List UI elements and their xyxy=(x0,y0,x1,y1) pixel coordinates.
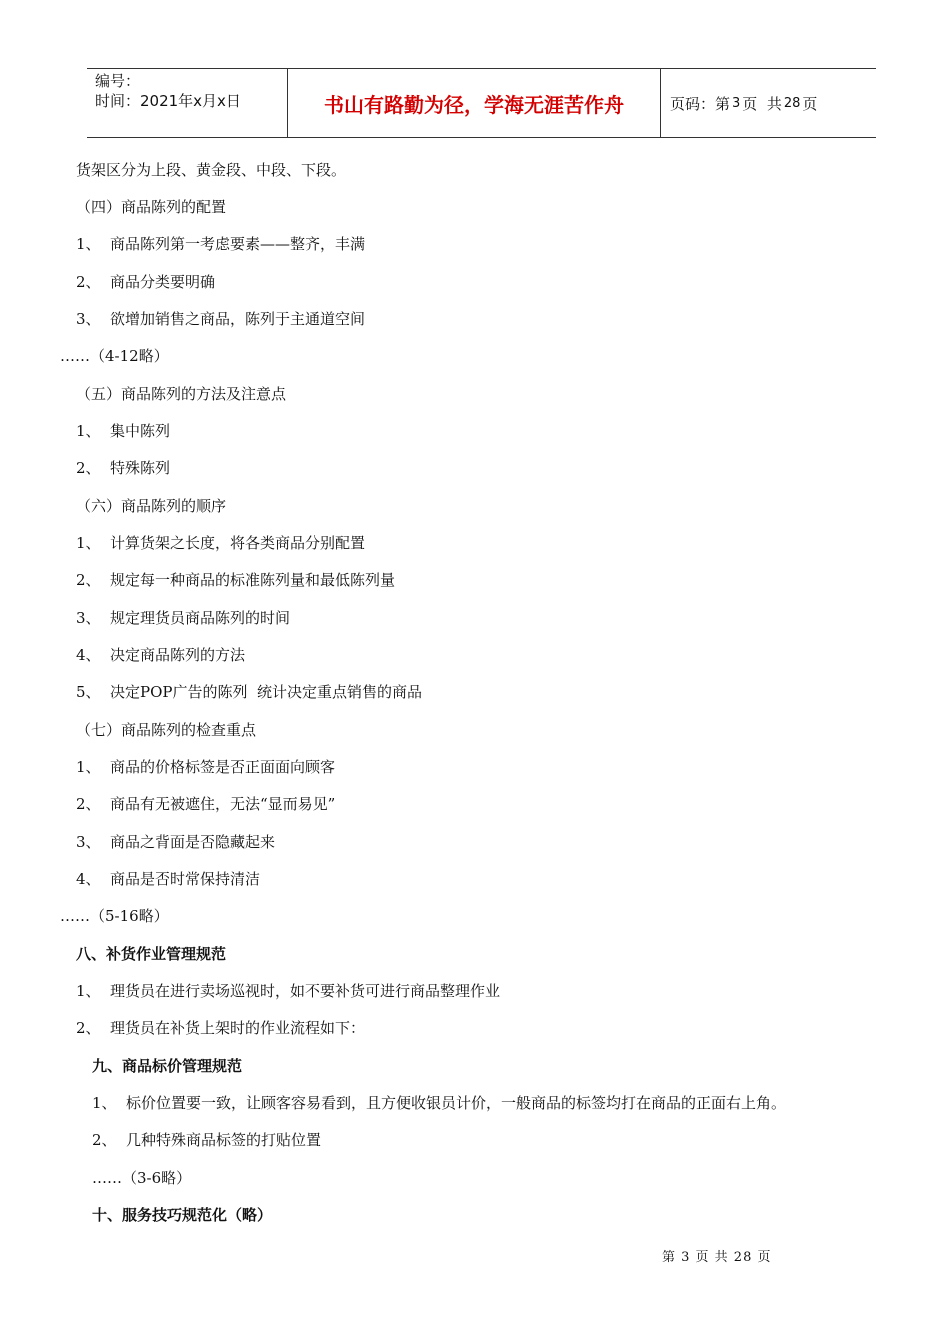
list-item xyxy=(76,757,335,777)
body-line: 货架区分为上段、黄金段、中段、下段。 xyxy=(76,161,347,179)
section-heading: （七）商品陈列的检查重点 xyxy=(76,721,257,739)
list-number: 3、 xyxy=(76,310,101,328)
list-number: 3、 xyxy=(76,609,101,627)
list-item xyxy=(76,458,170,478)
list-text: 决定POP广告的陈列 统计决定重点销售的商品 xyxy=(110,683,423,701)
header-info-cell xyxy=(87,69,288,137)
omission-note: ……（3-6略） xyxy=(92,1169,192,1187)
list-item xyxy=(76,570,395,590)
section-heading: （六）商品陈列的顺序 xyxy=(76,497,227,515)
list-text: 集中陈列 xyxy=(110,422,171,440)
list-item xyxy=(76,234,365,254)
list-item xyxy=(76,608,290,628)
list-number: 1、 xyxy=(76,982,101,1000)
header-page-total: 28 xyxy=(783,95,801,111)
list-number: 1、 xyxy=(76,534,101,552)
list-item xyxy=(76,533,365,553)
list-number: 4、 xyxy=(76,870,101,888)
omission-note: ……（4-12略） xyxy=(60,347,169,365)
list-text: 欲增加销售之商品，陈列于主通道空间 xyxy=(110,310,366,328)
list-number: 1、 xyxy=(76,422,101,440)
list-item xyxy=(76,1018,365,1038)
list-item xyxy=(92,1093,786,1113)
list-number: 2、 xyxy=(76,571,101,589)
page-header xyxy=(87,68,876,138)
chapter-heading: 九、商品标价管理规范 xyxy=(92,1057,243,1075)
list-number: 2、 xyxy=(76,795,101,813)
list-number: 1、 xyxy=(76,235,101,253)
list-text: 几种特殊商品标签的打贴位置 xyxy=(126,1131,322,1149)
list-item xyxy=(76,832,275,852)
list-text: 特殊陈列 xyxy=(110,459,171,477)
list-item xyxy=(92,1130,321,1150)
list-item xyxy=(76,682,422,702)
header-page-suffix: 页 xyxy=(802,94,818,113)
list-number: 5、 xyxy=(76,683,101,701)
list-text: 商品分类要明确 xyxy=(110,273,216,291)
list-item xyxy=(76,645,245,665)
page-footer: 第 3 页 共 28 页 xyxy=(662,1250,772,1265)
list-text: 理货员在进行卖场巡视时，如不要补货可进行商品整理作业 xyxy=(110,982,501,1000)
header-page-prefix: 页码：第 xyxy=(670,94,731,113)
omission-note: ……（5-16略） xyxy=(60,907,169,925)
list-number: 2、 xyxy=(76,459,101,477)
header-motto: 书山有路勤为径，学海无涯苦作舟 xyxy=(288,69,661,137)
chapter-heading: 十、服务技巧规范化（略） xyxy=(92,1206,273,1224)
list-item xyxy=(76,309,365,329)
list-text: 规定每一种商品的标准陈列量和最低陈列量 xyxy=(110,571,396,589)
list-text: 理货员在补货上架时的作业流程如下： xyxy=(110,1019,366,1037)
list-text: 计算货架之长度，将各类商品分别配置 xyxy=(110,534,366,552)
list-number: 2、 xyxy=(76,273,101,291)
section-heading: （四）商品陈列的配置 xyxy=(76,198,227,216)
section-heading: （五）商品陈列的方法及注意点 xyxy=(76,385,287,403)
list-text: 商品之背面是否隐藏起来 xyxy=(110,833,276,851)
list-item xyxy=(76,981,500,1001)
list-text: 标价位置要一致，让顾客容易看到，且方便收银员计价，一般商品的标签均打在商品的正面右上角。 xyxy=(126,1094,787,1112)
list-number: 2、 xyxy=(92,1131,117,1149)
list-text: 商品有无被遮住，无法“显而易见” xyxy=(110,795,336,813)
header-page-current: 3 xyxy=(732,95,741,111)
chapter-heading: 八、补货作业管理规范 xyxy=(76,945,227,963)
list-number: 3、 xyxy=(76,833,101,851)
list-text: 商品的价格标签是否正面面向顾客 xyxy=(110,758,336,776)
list-number: 1、 xyxy=(76,758,101,776)
header-page-mid: 页 共 xyxy=(742,94,782,113)
list-item xyxy=(76,272,215,292)
list-number: 4、 xyxy=(76,646,101,664)
list-item xyxy=(76,421,170,441)
header-number-label: 编号： xyxy=(95,72,141,90)
list-item xyxy=(76,869,260,889)
list-number: 1、 xyxy=(92,1094,117,1112)
header-time-label: 时间：2021年x月x日 xyxy=(95,92,241,110)
list-text: 规定理货员商品陈列的时间 xyxy=(110,609,291,627)
list-text: 决定商品陈列的方法 xyxy=(110,646,246,664)
list-text: 商品陈列第一考虑要素——整齐，丰满 xyxy=(110,235,366,253)
header-page-info xyxy=(661,69,876,137)
list-number: 2、 xyxy=(76,1019,101,1037)
list-item xyxy=(76,794,335,814)
list-text: 商品是否时常保持清洁 xyxy=(110,870,261,888)
